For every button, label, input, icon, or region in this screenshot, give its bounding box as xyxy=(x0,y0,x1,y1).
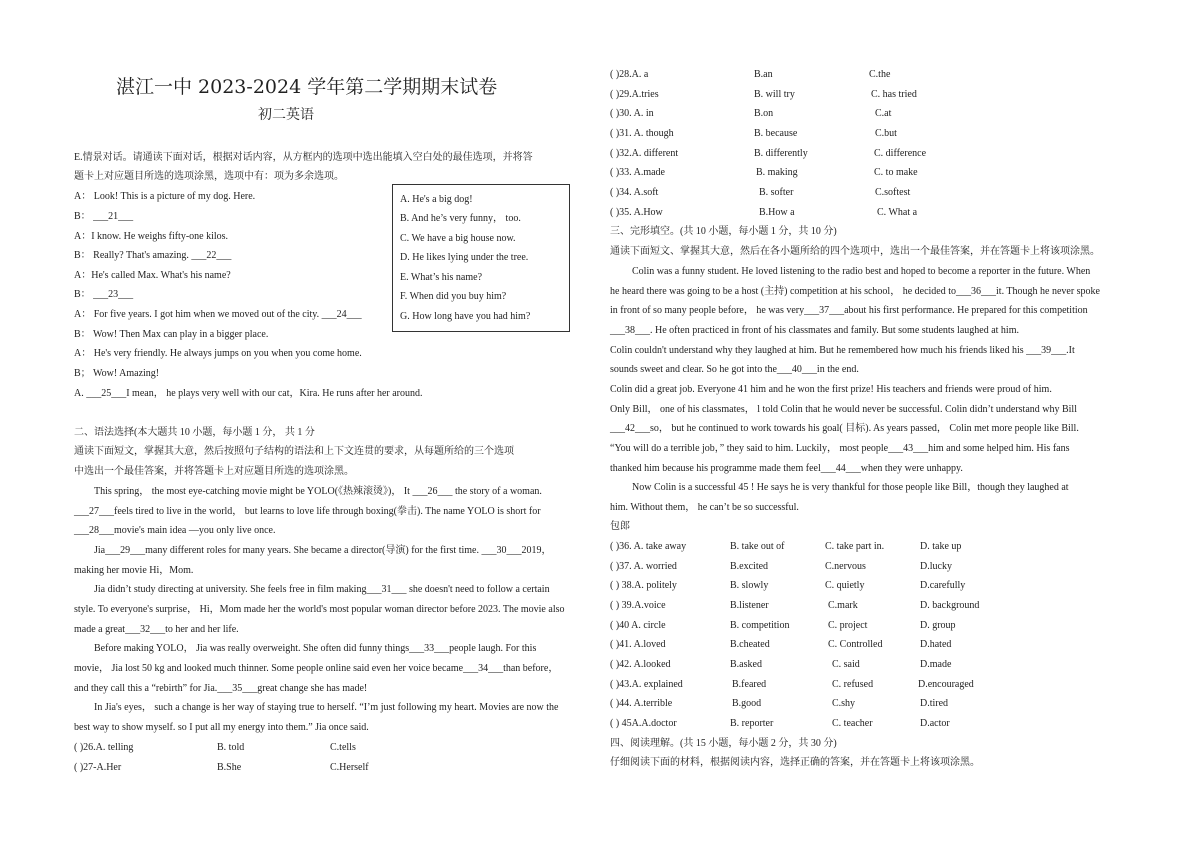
section-e-instruction: 题卡上对应题目所选的选项涂黑，选项中有：项为多余选项。 xyxy=(74,171,344,182)
cloze-c: C. project xyxy=(828,620,868,631)
cloze-b: B.good xyxy=(732,698,762,709)
dialogue-line: A： He's very friendly. He always jumps on you when you come home. xyxy=(74,348,362,359)
passage-line: and they call this a “rebirth” for Jia.___35___great change she has made! xyxy=(74,683,368,694)
section-2-instruction: 通读下面短文，掌握其大意，然后按照句子结构的语法和上下文连贯的要求，从每题所给的三个选项 xyxy=(74,446,514,457)
cloze-b: B. competition xyxy=(730,620,790,631)
passage-line: best way to show myself. so I put all my energy into them.” Jia once said. xyxy=(74,722,369,733)
choice-c: C. has tried xyxy=(871,89,917,100)
passage-line: Colin did a great job. Everyone 41 him and he won the first prize! His teachers and friends were proud of him. xyxy=(610,384,1052,395)
passage-line: him. Without them， he can’t be so successful. xyxy=(610,502,799,513)
dialogue-line: A：He's called Max. What's his name? xyxy=(74,270,231,281)
cloze-d: D.actor xyxy=(920,718,950,729)
section-2-instruction: 中选出一个最佳答案，并将答题卡上对应题目所选的选项涂黑。 xyxy=(74,466,354,477)
cloze-c: C.shy xyxy=(832,698,856,709)
cloze-a: ( )37. A. worried xyxy=(610,561,677,572)
cloze-a: ( ) 39.A.voice xyxy=(610,600,666,611)
choice-a: ( )27-A.Her xyxy=(74,762,122,773)
cloze-b: B.cheated xyxy=(730,639,770,650)
passage-line: in front of so many people before， he was very___37___about his first performance. He prepared for this competition xyxy=(610,305,1088,316)
passage-line: ___42___so， but he continued to work towards his goal( 目标). As years passed， Colin met more people like Bill. xyxy=(610,423,1079,434)
box-option: F. When did you buy him? xyxy=(400,291,507,302)
choice-a: ( )31. A. though xyxy=(610,128,674,139)
cloze-c: C.nervous xyxy=(825,561,866,572)
choice-a: ( )35. A.How xyxy=(610,207,663,218)
cloze-a: ( ) 45A.A.doctor xyxy=(610,718,677,729)
choice-c: C.softest xyxy=(875,187,911,198)
dialogue-line: B； Wow! Amazing! xyxy=(74,368,160,379)
section-3-instruction: 通读下面短文、掌握其大意，然后在各小题所给的四个选项中，选出一个最佳答案，并在答题卡上将该项涂黑。 xyxy=(610,246,1100,257)
cloze-a: ( )42. A.looked xyxy=(610,659,671,670)
cloze-a: ( )41. A.loved xyxy=(610,639,666,650)
section-4-heading: 四、阅读理解。(共 15 小题，每小题 2 分，共 30 分) xyxy=(610,738,837,749)
passage-line: This spring， the most eye-catching movie might be YOLO(《热辣滚烫》)， It ___26___ the story of a woman. xyxy=(94,486,542,497)
cloze-d: D.hated xyxy=(920,639,952,650)
cloze-b: B. take out of xyxy=(730,541,785,552)
passage-line: 包郎 xyxy=(610,521,630,532)
choice-c: C.but xyxy=(875,128,897,139)
passage-line: he heard there was going to be a host (主持) competition at his school， he decided to___36___it. Though he never spoke xyxy=(610,286,1100,297)
passage-line: Now Colin is a successful 45 ! He says he is very thankful for those people like Bill，though they laughed at xyxy=(632,482,1069,493)
cloze-d: D. take up xyxy=(920,541,962,552)
passage-line: making her movie Hi，Mom. xyxy=(74,565,194,576)
choice-a: ( )30. A. in xyxy=(610,108,654,119)
box-option: G. How long have you had him? xyxy=(400,311,531,322)
passage-line: ___27___feels tired to live in the world， but learns to love life through boxing(拳击). The name YOLO is short for xyxy=(74,506,541,517)
cloze-a: ( )43.A. explained xyxy=(610,679,683,690)
choice-b: B. making xyxy=(756,167,798,178)
passage-line: style. To everyone's surprise， Hi，Mom made her the world's most popular woman director before 2023. The movie also xyxy=(74,604,565,615)
cloze-a: ( ) 38.A. politely xyxy=(610,580,677,591)
cloze-b: B.feared xyxy=(732,679,767,690)
section-4-instruction: 仔细阅读下面的材料，根据阅读内容，选择正确的答案，并在答题卡上将该项涂黑。 xyxy=(610,757,980,768)
choice-c: C.the xyxy=(869,69,891,80)
cloze-b: B.listener xyxy=(730,600,769,611)
choice-a: ( )32.A. different xyxy=(610,148,679,159)
exam-subtitle: 初二英语 xyxy=(258,107,314,123)
cloze-a: ( )36. A. take away xyxy=(610,541,687,552)
cloze-d: D.tired xyxy=(920,698,949,709)
box-option: D. He likes lying under the tree. xyxy=(400,252,529,263)
choice-c: C.tells xyxy=(330,742,356,753)
passage-line: In Jia's eyes， such a change is her way of staying true to herself. “I’m just following my heart. Movies are now the xyxy=(94,702,559,713)
section-3-heading: 三、完形填空。(共 10 小题，每小题 1 分，共 10 分) xyxy=(610,226,837,237)
options-box xyxy=(392,184,570,332)
cloze-d: D. background xyxy=(920,600,980,611)
cloze-c: C. teacher xyxy=(832,718,873,729)
cloze-b: B. reporter xyxy=(730,718,774,729)
choice-b: B. will try xyxy=(754,89,795,100)
passage-line: “You will do a terrible job，” they said to him. Luckily， most people___43___him and some helped him. His fans xyxy=(610,443,1070,454)
passage-line: Colin was a funny student. He loved listening to the radio best and hoped to become a reporter in the future. When xyxy=(632,266,1091,277)
dialogue-line: A： Look! This is a picture of my dog. Here. xyxy=(74,191,256,202)
dialogue-line: B： ___21___ xyxy=(74,211,134,222)
dialogue-line: B： ___23___ xyxy=(74,289,134,300)
cloze-d: D.made xyxy=(920,659,952,670)
cloze-d: D.lucky xyxy=(920,561,952,572)
passage-line: sounds sweet and clear. So he got into the___40___in the end. xyxy=(610,364,859,375)
cloze-a: ( )40 A. circle xyxy=(610,620,666,631)
choice-b: B.How a xyxy=(759,207,795,218)
passage-line: Jia___29___many different roles for many years. She became a director(导演) for the first time. ___30___2019， xyxy=(94,545,552,556)
cloze-c: C. take part in. xyxy=(825,541,885,552)
box-option: E. What’s his name? xyxy=(400,272,483,283)
choice-b: B.on xyxy=(754,108,774,119)
passage-line: ___28___movie's main idea —you only live once. xyxy=(74,525,276,536)
choice-b: B. differently xyxy=(754,148,808,159)
passage-line: Jia didn’t study directing at university. She feels free in film making___31___ she doesn't need to follow a certain xyxy=(94,584,550,595)
passage-line: thanked him because his programme made them feel___44___when they were unhappy. xyxy=(610,463,963,474)
cloze-c: C. refused xyxy=(832,679,874,690)
cloze-c: C.mark xyxy=(828,600,858,611)
choice-b: B.an xyxy=(754,69,773,80)
passage-line: movie， Jia lost 50 kg and looked much thinner. Some people online said even her voice became___34___than before， xyxy=(74,663,559,674)
choice-a: ( )29.A.tries xyxy=(610,89,659,100)
cloze-b: B. slowly xyxy=(730,580,769,591)
choice-a: ( )33. A.made xyxy=(610,167,665,178)
exam-title: 湛江一中 2023-2024 学年第二学期期末试卷 xyxy=(116,76,498,98)
passage-line: Only Bill， one of his classmates， l told Colin that he would never be successful. Colin didn’t understand why Bill xyxy=(610,404,1077,415)
box-option: A. He's a big dog! xyxy=(400,194,473,205)
cloze-c: C. said xyxy=(832,659,860,670)
cloze-b: B.excited xyxy=(730,561,769,572)
cloze-b: B.asked xyxy=(730,659,762,670)
choice-c: C. What a xyxy=(877,207,918,218)
passage-line: ___38___. He often practiced in front of his classmates and family. But some students laughed at him. xyxy=(610,325,1019,336)
choice-a: ( )26.A. telling xyxy=(74,742,134,753)
choice-c: C.at xyxy=(875,108,892,119)
dialogue-line: B： Wow! Then Max can play in a bigger place. xyxy=(74,329,269,340)
choice-c: C. difference xyxy=(874,148,927,159)
section-e-instruction: E.情景对话。请通读下面对话，根据对话内容，从方框内的选项中选出能填入空白处的最佳选项，并将答 xyxy=(74,152,533,163)
choice-a: ( )34. A.soft xyxy=(610,187,659,198)
cloze-c: C. Controlled xyxy=(828,639,883,650)
dialogue-line: B： Really? That's amazing. ___22___ xyxy=(74,250,232,261)
choice-b: B. because xyxy=(754,128,798,139)
cloze-d: D.encouraged xyxy=(918,679,974,690)
cloze-d: D.carefully xyxy=(920,580,966,591)
box-option: C. We have a big house now. xyxy=(400,233,516,244)
section-2-heading: 二、语法选择(本大题共 10 小题，每小题 1 分， 共 1 分 xyxy=(74,427,315,438)
choice-b: B. softer xyxy=(759,187,794,198)
dialogue-line: A：I know. He weighs fifty-one kilos. xyxy=(74,231,229,242)
choice-b: B. told xyxy=(217,742,245,753)
choice-b: B.She xyxy=(217,762,242,773)
cloze-a: ( )44. A.terrible xyxy=(610,698,673,709)
passage-line: Colin couldn't understand why they laughed at him. But he remembered how much his friends liked his ___39___.It xyxy=(610,345,1075,356)
dialogue-line: A： For five years. I got him when we moved out of the city. ___24___ xyxy=(74,309,362,320)
dialogue-line: A. ___25___I mean， he plays very well with our cat，Kira. He runs after her around. xyxy=(74,388,423,399)
choice-a: ( )28.A. a xyxy=(610,69,649,80)
cloze-c: C. quietly xyxy=(825,580,865,591)
passage-line: made a great___32___to her and her life. xyxy=(74,624,239,635)
box-option: B. And he’s very funny， too. xyxy=(400,213,521,224)
choice-c: C. to make xyxy=(874,167,918,178)
passage-line: Before making YOLO， Jia was really overweight. She often did funny things___33___people laugh. For this xyxy=(94,643,537,654)
choice-c: C.Herself xyxy=(330,762,369,773)
cloze-d: D. group xyxy=(920,620,956,631)
